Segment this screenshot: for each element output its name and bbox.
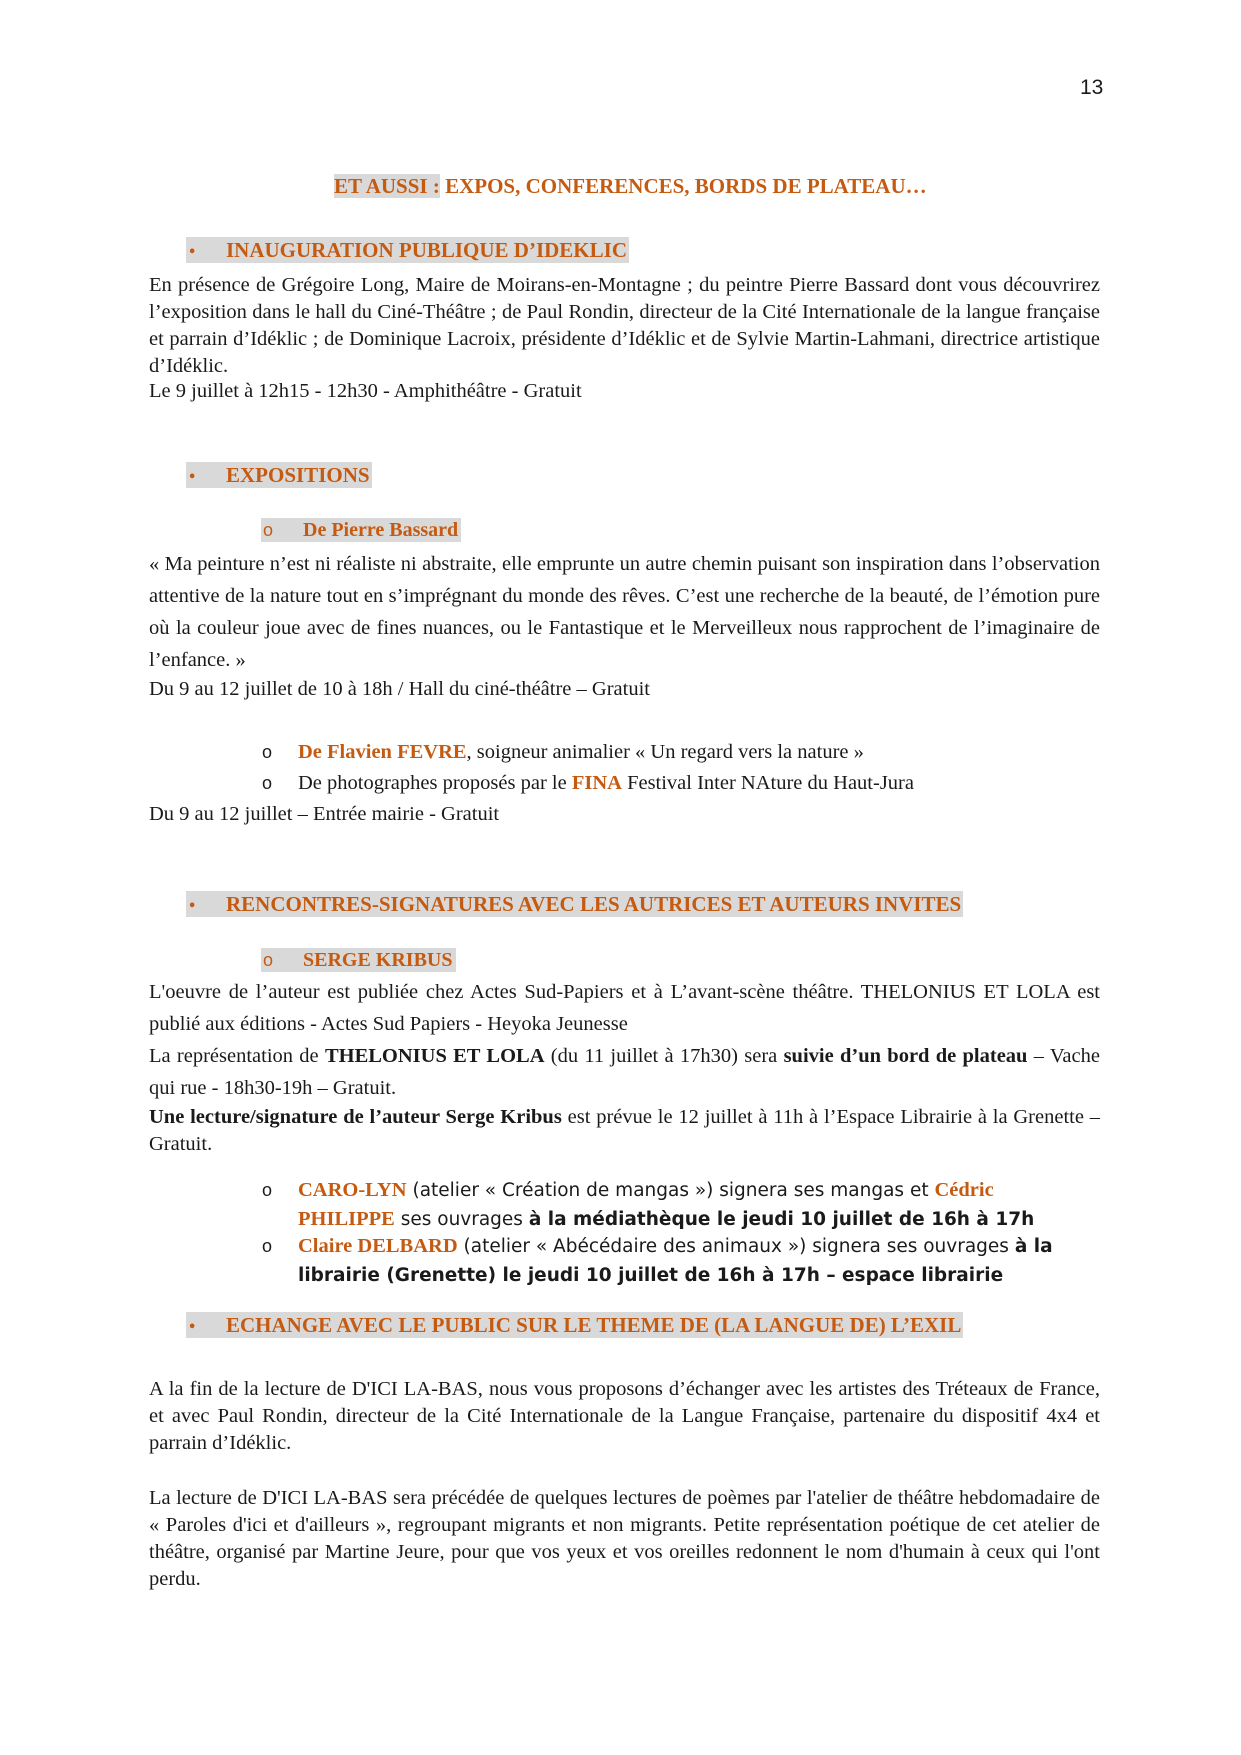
section-heading-label: EXPOSITIONS — [226, 463, 370, 487]
bullet-icon: • — [188, 898, 197, 914]
section-heading-echange — [186, 1313, 963, 1338]
bullet-icon: • — [188, 469, 197, 485]
highlight-name: FINA — [571, 772, 622, 794]
list-item-claire-delbard: o Claire DELBARD (atelier « Abécédaire des animaux ») signera ses ouvrages à la librairie (Grenette) le jeudi 10 juillet de 16h à 17h – espace librairie — [262, 1232, 1082, 1290]
circle-bullet-icon: o — [263, 950, 274, 970]
circle-bullet-icon: o — [262, 773, 273, 793]
page-title-prefix: ET AUSSI : — [334, 174, 440, 198]
kribus-paragraph-1: L'oeuvre de l’auteur est publiée chez Actes Sud-Papiers et à L’avant-scène théâtre. THELONIUS ET LOLA est publié aux éditions - Actes Sud Papiers - Heyoka Jeunesse — [149, 981, 1100, 1035]
inauguration-text: En présence de Grégoire Long, Maire de Moirans-en-Montagne ; du peintre Pierre Bassard dont vous découvrirez l’exposition dans le hall du Ciné-Théâtre ; de Paul Rondin, directeur de la Cité Internationale de la langue française et parrain d’Idéklic ; de Dominique Lacroix, présidente d’Idéklic et de Sylvie Martin-Lahmani, directrice artistique d’Idéklic. — [149, 274, 1100, 377]
section-heading-rencontres — [186, 892, 963, 917]
circle-bullet-icon: o — [262, 742, 273, 762]
highlight-name: CARO-LYN — [298, 1179, 407, 1201]
section-heading-label: ECHANGE AVEC LE PUBLIC SUR LE THEME DE (LA LANGUE DE) L’EXIL — [226, 1313, 962, 1337]
section-heading-expositions — [186, 463, 372, 488]
page-number: 13 — [1080, 76, 1104, 99]
page-title-rest: EXPOS, CONFERENCES, BORDS DE PLATEAU… — [439, 174, 927, 198]
list-item-caro-lyn: o CARO-LYN (atelier « Création de mangas ») signera ses mangas et Cédric PHILIPPE ses ouvrages à la médiathèque le jeudi 10 juillet de 16h à 17h — [262, 1176, 1082, 1234]
highlight-name: Cédric PHILIPPE — [298, 1179, 994, 1230]
section-heading-inauguration — [186, 238, 629, 263]
bullet-icon: • — [188, 244, 197, 260]
circle-bullet-icon: o — [262, 1180, 273, 1200]
circle-bullet-icon: o — [263, 520, 274, 540]
subheading-kribus — [261, 949, 456, 972]
inauguration-when: Le 9 juillet à 12h15 - 12h30 - Amphithéâtre - Gratuit — [149, 380, 582, 402]
kribus-paragraph-2: La représentation de THELONIUS ET LOLA (du 11 juillet à 17h30) sera suivie d’un bord de plateau – Vache qui rue - 18h30-19h – Gratuit. — [149, 1045, 1100, 1099]
list-item-fevre: o De Flavien FEVRE, soigneur animalier « Un regard vers la nature » — [262, 741, 864, 763]
kribus-paragraph-3: Une lecture/signature de l’auteur Serge Kribus est prévue le 12 juillet à 11h à l’Espace Librairie à la Grenette – Gratuit. — [149, 1106, 1100, 1155]
section-heading-label: INAUGURATION PUBLIQUE D’IDEKLIC — [226, 238, 627, 262]
echange-paragraph-1: A la fin de la lecture de D'ICI LA-BAS, nous vous proposons d’échanger avec les artistes des Tréteaux de France, et avec Paul Rondin, directeur de la Cité Internationale de la Langue Française, partenaire du dispositif 4x4 et parrain d’Idéklic. — [149, 1378, 1100, 1454]
highlight-name: Claire DELBARD — [298, 1235, 458, 1257]
page-title — [334, 174, 927, 199]
bassard-when: Du 9 au 12 juillet de 10 à 18h / Hall du ciné-théâtre – Gratuit — [149, 678, 650, 700]
list-item-fina: o De photographes proposés par le FINA Festival Inter NAture du Haut-Jura — [262, 772, 914, 794]
bassard-quote: « Ma peinture n’est ni réaliste ni abstraite, elle emprunte un autre chemin puisant son inspiration dans l’observation attentive de la nature tout en s’imprégnant du monde des rêves. C’est une recherche de la beauté, de l’émotion pure où la couleur joue avec de fines nuances, ou le Fantastique et le Merveilleux nous rapprochent de l’imaginaire de l’enfance. » — [149, 553, 1100, 671]
subheading-label: SERGE KRIBUS — [303, 949, 453, 971]
bullet-icon: • — [188, 1319, 197, 1335]
echange-paragraph-2: La lecture de D'ICI LA-BAS sera précédée de quelques lectures de poèmes par l'atelier de théâtre hebdomadaire de « Paroles d'ici et d'ailleurs », regroupant migrants et non migrants. Petite représentation poétique de cet atelier de théâtre, organisé par Martine Jeure, pour que vos yeux et vos oreilles redonnent le nom d'humain à ceux qui l'ont perdu. — [149, 1487, 1100, 1590]
expositions-when: Du 9 au 12 juillet – Entrée mairie - Gratuit — [149, 803, 500, 825]
subheading-label: De Pierre Bassard — [303, 519, 459, 541]
circle-bullet-icon: o — [262, 1236, 273, 1256]
section-heading-label: RENCONTRES-SIGNATURES AVEC LES AUTRICES ET AUTEURS INVITES — [226, 892, 962, 916]
highlight-name: De Flavien FEVRE — [298, 741, 467, 763]
subheading-bassard — [261, 519, 461, 542]
